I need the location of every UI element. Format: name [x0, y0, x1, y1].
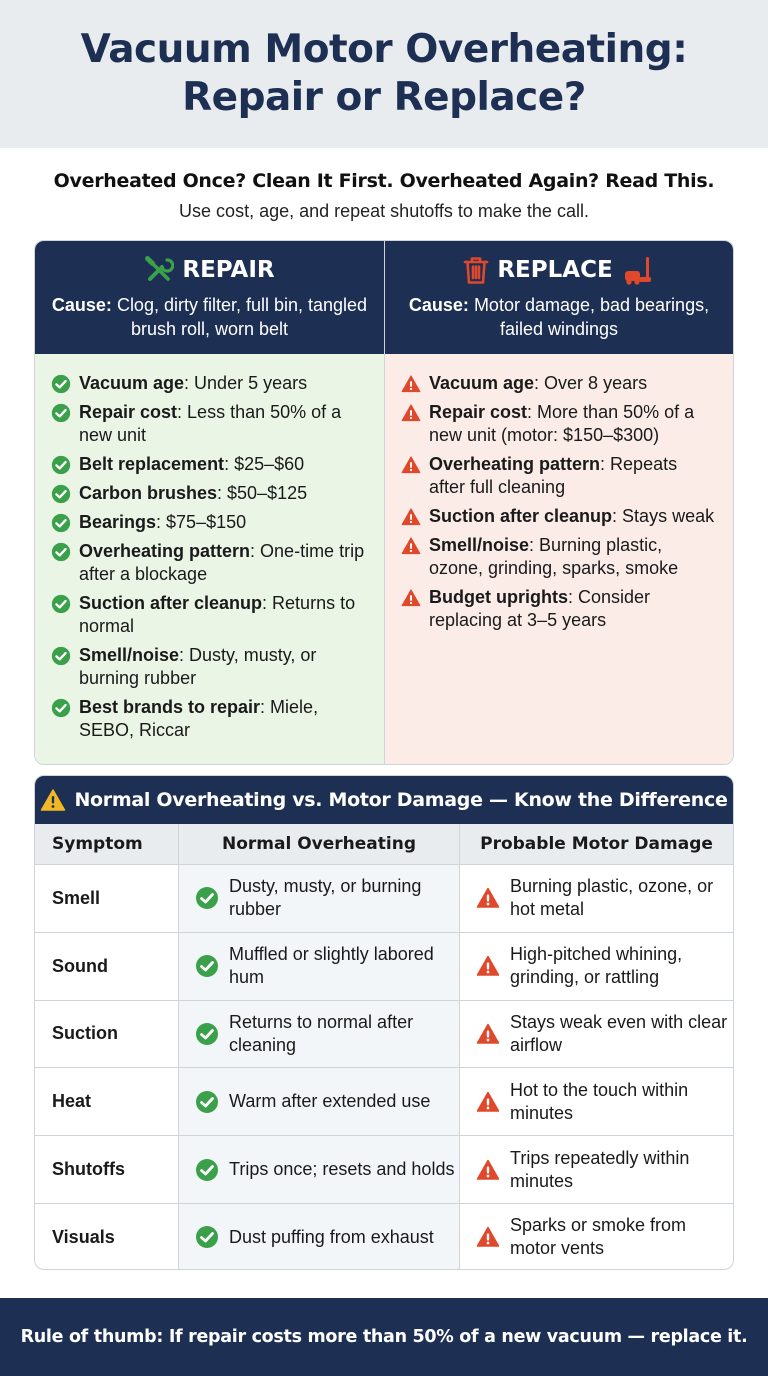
table-row [35, 1135, 733, 1203]
table-title: Normal Overheating vs. Motor Damage — Know the Difference [74, 789, 728, 811]
repair-criterion-text: Bearings: $75–$150 [79, 512, 247, 532]
repair-title: REPAIR [182, 257, 275, 283]
normal-overheating-cell: Returns to normal after cleaning [178, 1001, 459, 1068]
replace-criterion-text: Repair cost: More than 50% of a new unit (motor: $150–$300) [429, 402, 695, 445]
title-line-2: Repair or Replace? [182, 75, 586, 120]
rule-of-thumb-footer: Rule of thumb: If repair costs more than 50% of a new vacuum — replace it. [0, 1298, 768, 1376]
check-circle-icon [195, 954, 219, 978]
check-circle-icon [51, 698, 71, 718]
subheading-note: Use cost, age, and repeat shutoffs to make the call. [179, 201, 589, 221]
symptom-cell: Suction [52, 1023, 118, 1044]
symptom-cell: Smell [52, 887, 101, 908]
repair-criterion-text: Smell/noise: Dusty, musty, or burning rubber [79, 645, 317, 688]
repair-criterion [51, 644, 368, 690]
repair-criterion-text: Suction after cleanup: Returns to normal [79, 593, 356, 636]
repair-replace-comparison [34, 240, 734, 765]
replace-column [384, 241, 733, 764]
repair-criterion-text: Belt replacement: $25–$60 [79, 454, 305, 474]
check-circle-icon [195, 1090, 219, 1114]
repair-column [35, 241, 384, 764]
motor-damage-cell: Stays weak even with clear airflow [459, 1001, 733, 1068]
repair-criterion [51, 540, 368, 586]
title-band [0, 0, 768, 148]
column-header-normal: Normal Overheating [178, 824, 459, 864]
warning-triangle-icon [476, 1158, 500, 1182]
repair-criterion [51, 511, 368, 534]
table-body [35, 864, 733, 1270]
replace-criterion [401, 401, 717, 447]
normal-overheating-cell: Muffled or slightly labored hum [178, 933, 459, 1000]
check-circle-icon [195, 1158, 219, 1182]
check-circle-icon [51, 403, 71, 423]
warning-icon [40, 788, 66, 812]
check-circle-icon [51, 594, 71, 614]
replace-criterion-text: Suction after cleanup: Stays weak [429, 506, 715, 526]
repair-criteria-list [35, 354, 384, 764]
warning-triangle-icon [476, 1090, 500, 1114]
symptom-cell: Sound [52, 955, 108, 976]
motor-damage-cell: Sparks or smoke from motor vents [459, 1204, 733, 1270]
repair-criterion [51, 453, 368, 476]
warning-triangle-icon [401, 403, 421, 423]
replace-criterion-text: Vacuum age: Over 8 years [429, 373, 648, 393]
normal-overheating-cell: Warm after extended use [178, 1068, 459, 1135]
repair-criterion-text: Best brands to repair: Miele, SEBO, Riccar [79, 697, 319, 740]
table-row [35, 1000, 733, 1068]
normal-overheating-cell: Dust puffing from exhaust [178, 1204, 459, 1270]
replace-criterion [401, 534, 717, 580]
repair-criterion [51, 401, 368, 447]
table-row [35, 932, 733, 1000]
symptom-cell: Visuals [52, 1226, 115, 1247]
repair-criterion-text: Overheating pattern: One-time trip after a blockage [79, 541, 365, 584]
check-circle-icon [51, 542, 71, 562]
check-circle-icon [51, 646, 71, 666]
check-circle-icon [195, 1225, 219, 1249]
check-circle-icon [195, 1022, 219, 1046]
replace-criterion [401, 372, 717, 395]
repair-criterion-text: Repair cost: Less than 50% of a new unit [79, 402, 342, 445]
column-header-damage: Probable Motor Damage [459, 824, 733, 864]
repair-header [35, 241, 384, 354]
warning-triangle-icon [401, 588, 421, 608]
repair-criterion-text: Vacuum age: Under 5 years [79, 373, 308, 393]
replace-criterion [401, 505, 717, 528]
motor-damage-cell: Hot to the touch within minutes [459, 1068, 733, 1135]
warning-triangle-icon [401, 374, 421, 394]
check-circle-icon [195, 886, 219, 910]
repair-criterion [51, 696, 368, 742]
check-circle-icon [51, 374, 71, 394]
warning-triangle-icon [401, 536, 421, 556]
symptom-cell: Shutoffs [52, 1159, 125, 1180]
replace-criterion-text: Overheating pattern: Repeats after full cleaning [429, 454, 678, 497]
repair-criterion [51, 372, 368, 395]
check-circle-icon [51, 455, 71, 475]
symptom-comparison-table [34, 775, 734, 1270]
repair-cause: Cause: Clog, dirty filter, full bin, tangled brush roll, worn belt [51, 295, 368, 339]
warning-triangle-icon [401, 507, 421, 527]
normal-overheating-cell: Trips once; resets and holds [178, 1136, 459, 1203]
repair-criterion-text: Carbon brushes: $50–$125 [79, 483, 308, 503]
title-line-1: Vacuum Motor Overheating: [80, 27, 688, 72]
vacuum-cleaner-icon [621, 255, 655, 285]
warning-triangle-icon [476, 886, 500, 910]
trash-can-icon [463, 255, 489, 285]
normal-overheating-cell: Dusty, musty, or burning rubber [178, 865, 459, 932]
warning-triangle-icon [476, 1022, 500, 1046]
replace-criterion-text: Budget uprights: Consider replacing at 3–5 years [429, 587, 651, 630]
repair-criterion [51, 592, 368, 638]
table-row [35, 1203, 733, 1270]
replace-criterion-text: Smell/noise: Burning plastic, ozone, grinding, sparks, smoke [429, 535, 679, 578]
column-header-symptom: Symptom [52, 833, 143, 854]
replace-criterion [401, 586, 717, 632]
replace-criterion [401, 453, 717, 499]
replace-cause: Cause: Motor damage, bad bearings, failed windings [408, 295, 710, 339]
page-title [81, 26, 688, 122]
wrench-screwdriver-icon [144, 255, 174, 285]
replace-criteria-list [385, 354, 733, 764]
warning-triangle-icon [401, 455, 421, 475]
motor-damage-cell: Burning plastic, ozone, or hot metal [459, 865, 733, 932]
replace-header [385, 241, 733, 354]
warning-triangle-icon [476, 1225, 500, 1249]
motor-damage-cell: High-pitched whining, grinding, or rattling [459, 933, 733, 1000]
motor-damage-cell: Trips repeatedly within minutes [459, 1136, 733, 1203]
table-header-row [35, 824, 733, 864]
repair-criterion [51, 482, 368, 505]
check-circle-icon [51, 484, 71, 504]
table-title-bar [35, 776, 733, 824]
table-row [35, 1067, 733, 1135]
replace-title: REPLACE [497, 257, 613, 283]
check-circle-icon [51, 513, 71, 533]
subheading: Overheated Once? Clean It First. Overheated Again? Read This. [53, 170, 715, 192]
symptom-cell: Heat [52, 1091, 92, 1112]
table-row [35, 864, 733, 932]
warning-triangle-icon [476, 954, 500, 978]
